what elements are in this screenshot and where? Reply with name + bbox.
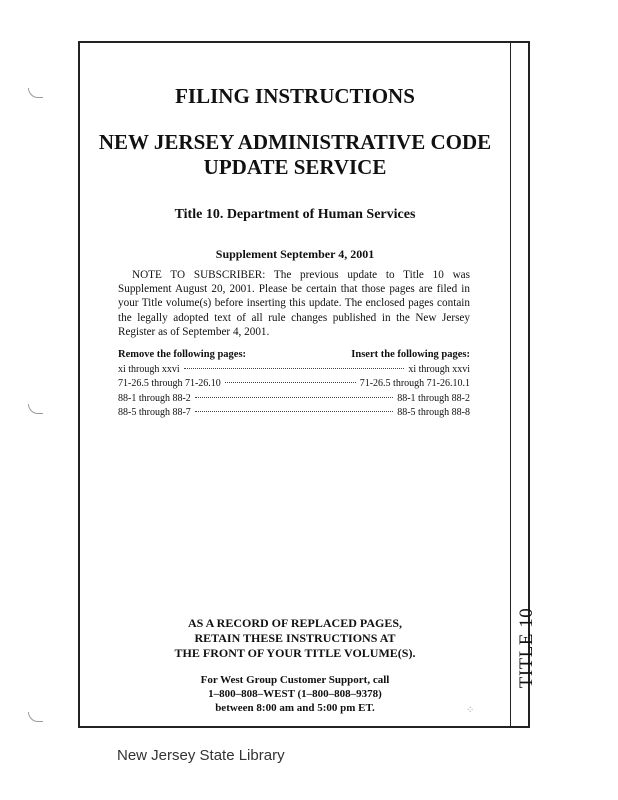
insert-pages-cell: 71-26.5 through 71-26.10.1 (359, 378, 470, 390)
table-row (118, 406, 470, 420)
library-stamp: New Jersey State Library (117, 747, 285, 764)
pages-table (118, 363, 470, 420)
table-row (118, 392, 470, 406)
pages-table-header (118, 349, 470, 360)
dot-leader (184, 368, 405, 369)
punch-hole-mark (28, 712, 43, 722)
dot-leader (225, 382, 356, 383)
remove-pages-cell: 88-5 through 88-7 (118, 406, 191, 418)
dot-leader (195, 397, 393, 398)
insert-pages-header: Insert the following pages: (351, 349, 470, 360)
record-line: RETAIN THESE INSTRUCTIONS AT (194, 631, 396, 645)
document-subtitle (80, 130, 510, 180)
subtitle-line: UPDATE SERVICE (203, 155, 387, 179)
insert-pages-cell: 88-1 through 88-2 (397, 392, 470, 404)
subtitle-line: NEW JERSEY ADMINISTRATIVE CODE (98, 130, 492, 154)
record-notice (80, 616, 510, 661)
table-row (118, 377, 470, 391)
title-heading: Title 10. Department of Human Services (174, 207, 416, 222)
table-row (118, 363, 470, 377)
insert-pages-cell: 88-5 through 88-8 (397, 406, 470, 418)
record-line: AS A RECORD OF REPLACED PAGES, (187, 616, 403, 630)
scan-speck: ⁘ (466, 705, 475, 716)
customer-support-notice (80, 673, 510, 715)
dot-leader (195, 411, 393, 412)
remove-pages-cell: 88-1 through 88-2 (118, 392, 191, 404)
tab-divider (510, 41, 511, 728)
subscriber-note: NOTE TO SUBSCRIBER: The previous update to Title 10 was Supplement August 20, 2001. Please be certain that those pages are filed in your Title volume(s) before inserting this update. The enclosed pages contain the legally adopted text of all rule changes published in the New Jersey Register as of September 4, 2001. (118, 269, 470, 338)
support-hours: between 8:00 am and 5:00 pm ET. (215, 702, 375, 714)
remove-pages-header: Remove the following pages: (118, 349, 247, 360)
record-line: THE FRONT OF YOUR TITLE VOLUME(S). (174, 646, 416, 660)
remove-pages-cell: xi through xxvi (118, 364, 180, 375)
supplement-date: Supplement September 4, 2001 (215, 247, 375, 261)
punch-hole-mark (28, 404, 43, 414)
insert-pages-cell: xi through xxvi (408, 364, 470, 375)
support-phone: 1–800–808–WEST (1–800–808–9378) (208, 688, 382, 700)
title-tab-label: TITLE 10 (516, 607, 537, 689)
support-line: For West Group Customer Support, call (200, 674, 390, 686)
remove-pages-cell: 71-26.5 through 71-26.10 (118, 378, 221, 390)
document-title: FILING INSTRUCTIONS (175, 84, 415, 108)
punch-hole-mark (28, 88, 43, 98)
